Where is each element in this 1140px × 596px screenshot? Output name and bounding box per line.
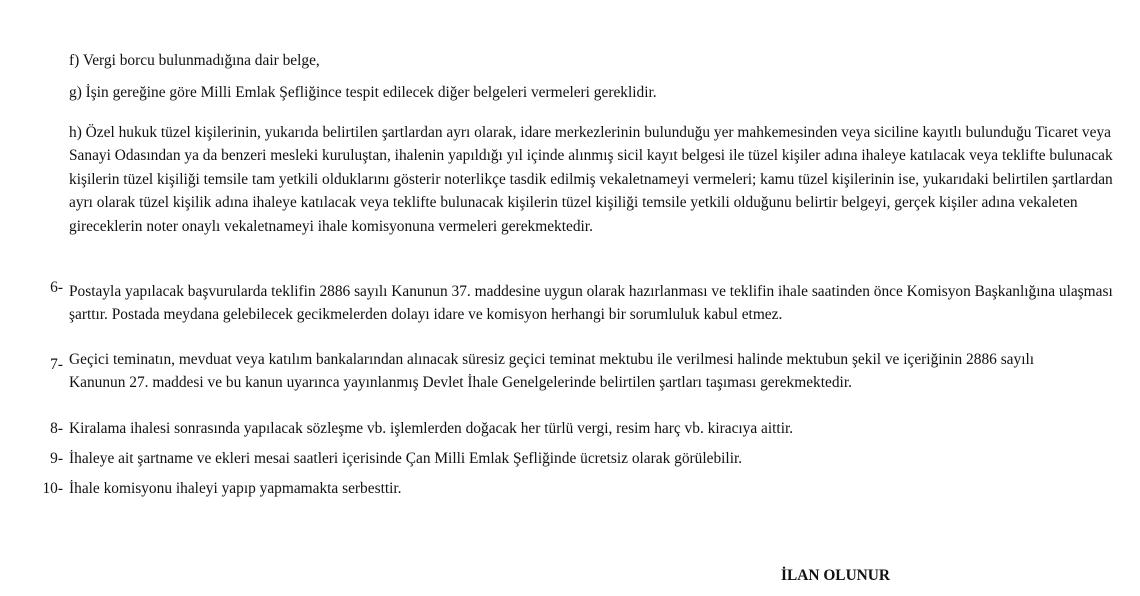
item-h: h) Özel hukuk tüzel kişilerinin, yukarıda belirtilen şartlardan ayrı olarak, idare merkezlerinin bulunduğu yer mahkemesinden veya siciline kayıtlı bulunduğu Ticaret veya Sanayi Odasından ya da benzeri mesleki kuruluştan, ihalenin yapıldığı yıl içinde alınmış sicil kayıt belgesi ile tüzel kişiler adına ihaleye katılacak veya teklifte bulunacak kişilerin tüzel kişiliği temsile tam yetkili olduklarını gösterir noterlikçe tasdik edilmiş vekaletnameyi vermeleri; kamu tüzel kişilerinin ise, yukarıdaki belirtilen şartlardan ayrı olarak tüzel kişilik adına ihaleye katılacak veya teklifte bulunacak kişilerin tüzel kişiliği temsile yetkili olduğunu belirtir belgeyi, gerçek kişiler adına vekaleten gireceklerin noter onaylı vekaletnameyi ihale komisyonuna vermeleri gerekmektedir. [69,124,1113,235]
section-number-10: 10- [42,480,63,497]
section-number-7: 7- [50,356,63,373]
item-g: g) İşin gereğine göre Milli Emlak Şefliğince tespit edilecek diğer belgeleri vermeleri gereklidir. [69,84,657,101]
section-number-9: 9- [50,450,63,467]
section-number-6: 6- [50,279,63,296]
section-8-text: Kiralama ihalesi sonrasında yapılacak sözleşme vb. işlemlerden doğacak her türlü vergi, resim harç vb. kiracıya aittir. [69,420,794,437]
closing-statement: İLAN OLUNUR [781,567,891,584]
section-9-text: İhaleye ait şartname ve ekleri mesai saatleri içerisinde Çan Milli Emlak Şefliğinde ücretsiz olarak görülebilir. [69,450,743,467]
section-7-text: Geçici teminatın, mevduat veya katılım bankalarından alınacak süresiz geçici teminat mektubu ile verilmesi halinde mektubun şekil ve içeriğinin 2886 sayılı Kanunun 27. maddesi ve bu kanun uyarınca yayınlanmış Devlet İhale Genelgelerinde belirtilen şartları taşıması gerekmektedir. [69,351,1035,392]
section-number-8: 8- [50,420,63,437]
section-6-text: Postayla yapılacak başvurularda teklifin 2886 sayılı Kanunun 37. maddesine uygun olarak hazırlanması ve teklifin ihale saatinden önce Komisyon Başkanlığına ulaşması şarttır. Postada meydana gelebilecek gecikmelerden dolayı idare ve komisyon herhangi bir sorumluluk kabul etmez. [69,283,1113,324]
item-f: f) Vergi borcu bulunmadığına dair belge, [69,52,320,69]
section-10-text: İhale komisyonu ihaleyi yapıp yapmamakta serbesttir. [69,480,402,497]
